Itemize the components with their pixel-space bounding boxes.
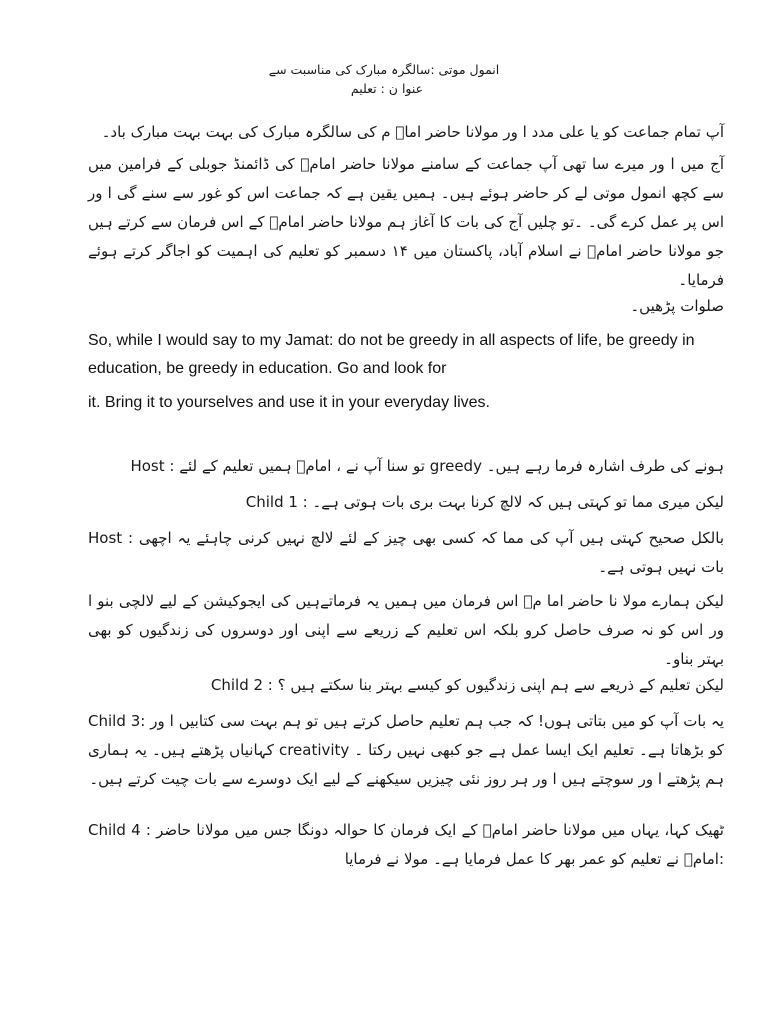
host-line-2: Host : بالکل صحیح کہتی ہیں آپ کی مما کہ کسی بھی چیز کے لئے لالچ نہیں کرنی چاہئے یہ اچھی بات نہیں ہوتی ہے۔	[88, 529, 724, 576]
document-subtitle: عنوا ن : تعلیم	[350, 81, 424, 96]
document-header	[0, 60, 768, 98]
greeting-paragraph: آپ تمام جماعت کو یا علی مدد ا ور مولانا حاضر اماؑ م کی سالگرہ مبارک کی بہت بہت مبارک باد۔	[101, 123, 724, 141]
document-title: انمول موتی :سالگرہ مبارک کی مناسبت سے	[268, 62, 500, 77]
host-line-1: Host : تو سنا آپ نے ، امامؑ ہمیں تعلیم کے لئے greedy ہونے کی طرف اشارہ فرما رہے ہیں۔	[130, 457, 724, 475]
farman-quote-line-2: it. Bring it to yourselves and use it in your everyday lives.	[88, 394, 490, 411]
child-4-paragraph: Child 4 : ٹھیک کہا، یہاں میں مولانا حاضر امامؑ کے ایک فرمان کا حوالہ دونگا جس میں مولانا حاضر امامؑ نے تعلیم کو عمر بھر کا عمل فرمایا ہے۔ مولا نے فرمایا:	[88, 821, 724, 868]
salawat-line: صلوات پڑھیں۔	[630, 297, 724, 315]
intro-paragraph: آج میں ا ور میرے سا تھی آپ جماعت کے سامنے مولانا حاضر امامؑ کی ڈائمنڈ جوبلی کے فرامین میں سے کچھ انمول موتی لے کر حاضر ہوئے ہیں۔ ہمیں یقین ہے کہ جماعت اس کو غور سے سنے گی ا ور اس پر عمل کرے گی۔ ۔تو چلیں آج کی بات کا آغاز ہم مولانا حاضر امامؑ کے اس فرمان سے کرتے ہیں جو مولانا حاضر امامؑ نے اسلام آباد، پاکستان میں ۱۴ دسمبر کو تعلیم کی اہمیت کو اجاگر کرتے ہوئے فرمایا۔	[88, 155, 724, 289]
farman-quote-line-1: So, while I would say to my Jamat: do not be greedy in all aspects of life, be greedy in education, be greedy in education. Go and look for	[88, 332, 695, 377]
child-2-line: Child 2 : لیکن تعلیم کے ذریعے سے ہم اپنی زندگیوں کو کیسے بہتر بنا سکتے ہیں ؟	[210, 676, 724, 694]
child-3-paragraph: Child 3: یہ بات آپ کو میں بتاتی ہوں! کہ جب ہم تعلیم حاصل کرتے ہیں تو ہم بہت سی کتابیں ا ور کہانیاں پڑھتے ہیں۔ یہ ہماری creativity کو بڑھاتا ہے۔ تعلیم ایک ایسا عمل ہے جو کبھی نہیں رکتا ۔ ہم پڑھتے ا ور سوچتے ہیں ا ور ہر روز نئی چیزیں سیکھنے کے لیے ایک دوسرے سے بات چیت کرتے ہیں۔	[88, 712, 724, 788]
child-1-line: Child 1 : لیکن میری مما تو کہتی ہیں کہ لالچ کرنا بہت بری بات ہوتی ہے۔	[245, 493, 724, 511]
host-explanation-paragraph: لیکن ہمارے مولا نا حاضر اما مؑ اس فرمان میں ہمیں یہ فرماتےہیں کی ایجوکیشن کے لیے لالچی بنو ا ور اس کو نہ صرف حاصل کرو بلکہ اس تعلیم کے زریعے سے اپنی اور دوسروں کی زندگیوں کو بھی بہتر بناو۔	[88, 592, 724, 668]
